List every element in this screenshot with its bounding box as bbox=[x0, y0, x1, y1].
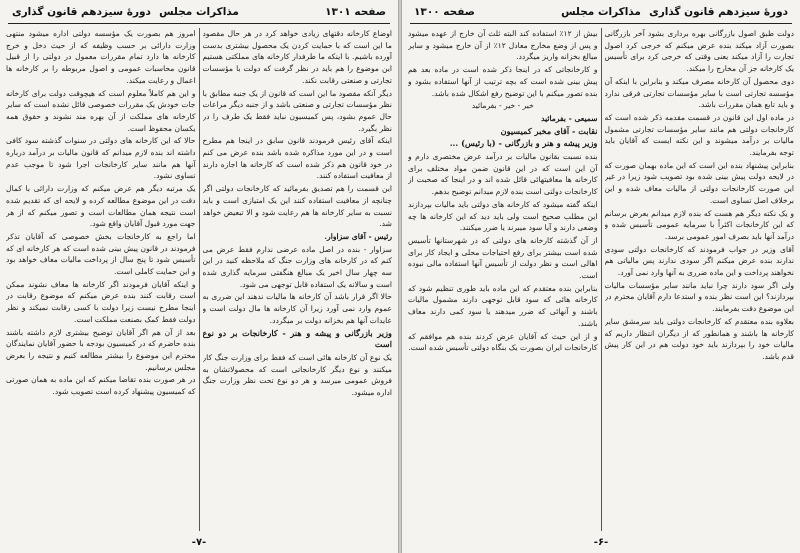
paragraph: یک مرتبه دیگر هم عرض میکنم که وزارت دارائی با کمال دقت در این موضوع مطالعه کرده و لایحه ای که تقدیم شده است نتیجه همان مطالعات است و تصور میکنم که از هر جهت مورد قبول آقایان واقع شود. bbox=[6, 184, 196, 229]
speaker-line: سمیعی - بفرمائید bbox=[541, 113, 598, 123]
paragraph: اینکه گفته میشود که کارخانه های دولتی باید مالیات بپردازند این مطلب صحیح است ولی باید دید که این کارخانه ها چه وضعی دارند و آیا سود میبرند یا ضرر میکنند. bbox=[408, 199, 598, 233]
paragraph: و این هم کاملاً معلوم است که هیچوقت دولت برای کارخانه جات خودش یک مقررات خصوصی قائل نشده است که سایر کارخانه های مملکت از آن بهره مند نشوند و حقوق همه یکسان محفوظ است. bbox=[6, 88, 196, 133]
column-divider bbox=[601, 28, 602, 531]
paragraph: از آن گذشته کارخانه های دولتی که در شهرستانها تأسیس شده است بیشتر برای رفع احتیاجات محلی و ایجاد کار برای اهالی است و نظر دولت از تأسیس آنها استفاده مالی نبوده است. bbox=[408, 235, 598, 281]
paragraph: بنابراین بنده معتقدم که این ماده باید طوری تنظیم شود که کارخانه هائی که سود قابل توجهی دارند مشمول مالیات باشند و آنهائی که ضرر میدهند یا سود کمی دارند معاف باشند. bbox=[408, 283, 598, 328]
text-column-left bbox=[6, 28, 196, 531]
column-divider bbox=[199, 28, 200, 531]
session-title: دورهٔ سیزدهم قانون گذاری bbox=[12, 6, 151, 18]
paragraph: بنده نسبت بقانون مالیات بر درآمد عرض مختصری دارم و آن این است که در این قانون ضمن مواد مختلف برای کارخانه ها معافیتهائی قائل شده اند و در اینجا که صحبت از کارخانجات دولتی است بنده لازم میدانم توضیح بدهم. bbox=[408, 152, 598, 197]
paragraph: اینکه آقای رئیس فرمودند قانون سابق در اینجا هم مطرح است و در این مورد مذاکره شده باشد بنده عرض می کنم در خود قانون هم ذکر شده است که کارخانه ها اجازه دارند از معافیت استفاده کنند. bbox=[202, 136, 392, 181]
paragraph: بعد از آن هم اگر آقایان توضیح بیشتری لازم داشته باشند بنده حاضرم که در کمیسیون بودجه با حضور آقایان نمایندگان محترم این موضوع را بیشتر مطالعه کنیم و نتیجه را بعرض مجلس برسانیم. bbox=[6, 327, 196, 372]
header-rule bbox=[8, 23, 390, 24]
paragraph: دوی محصول آن کارخانه مصرف میکند و بنابراین با اینکه آن مؤسسه تجارتی است با سایر مؤسسات تجارتی فرقی ندارد و باید تابع همان مقررات باشد. bbox=[604, 76, 794, 110]
paragraph: دولت طبق اصول بازرگانی بهره برداری بشود آخر بازرگانی بصورت آزاد میکند بنده عرض میکنم که خرجی کرد اصول تجارت را آزاد میکند یعنی وقتی که خرجی کرد برای تأسیس یک کارخانه جز آن مخارج را میکند. bbox=[604, 29, 794, 74]
paragraph: و از این حیث که آقایان عرض کردند بنده هم موافقم که کارخانجات ایران بصورت یک بنگاه دولتی تأسیس شده است. bbox=[408, 331, 598, 353]
text-column-right bbox=[605, 28, 795, 531]
left-page-header bbox=[8, 6, 390, 22]
right-page-columns bbox=[408, 28, 794, 531]
paragraph: در ماده اول این قانون در قسمت مقدمه ذکر شده است که کارخانجات دولتی هم مانند سایر مؤسسات تجارتی مشمول مالیات بر درآمد میشوند و این نکته ایست که آقایان باید توجه بفرمایند. bbox=[604, 112, 794, 158]
header-rule bbox=[410, 23, 792, 24]
paragraph: این قسمت را هم تصدیق بفرمائید که کارخانجات دولتی اگر چنانچه از معافیت استفاده کنند این یک امتیازی است و باید نسبت به سایر کارخانه ها هم رعایت شود و الا تبعیض خواهد شد. bbox=[202, 184, 392, 229]
paragraph: در هر صورت بنده تقاضا میکنم که این ماده به همان صورتی که کمیسیون پیشنهاد کرده است تصویب شود. bbox=[6, 375, 196, 397]
paragraph: دیگر آنکه مقصود ما این است که قانون از یک جنبه مطابق با نظر مؤسسات تجارتی و صنعتی باشد و از جنبه دیگر مراعات حال عموم بشود، پس کمیسیون نباید فقط یک طرف را در نظر بگیرد. bbox=[202, 88, 392, 133]
paragraph: و یک نکته دیگر هم هست که بنده لازم میدانم بعرض برسانم که این کارخانجات اکثراً با سرمایه عمومی تأسیس شده و درآمد آنها باید بصرف امور عمومی برسد. bbox=[604, 208, 794, 241]
page-number: -۶- bbox=[593, 537, 609, 548]
paragraph: اوضاع کارخانه دقتهای زیادی خواهد کرد در هر حال مقصود ما این است که با حمایت کردن یک محصول بیشتری بدست آورده باشیم. با اینکه ما طرفدار کارخانه های مملکتی هستیم این موضوع را هم باید در نظر گرفت که دولت با مؤسسات تجارتی و صنعتی رقابت نکند. bbox=[202, 29, 392, 85]
paragraph: بیش از ۱۲٪ استفاده کند البته ثلث آن خارج از عهده میشود و پس از وضع مخارج معادل ۱۲٪ از آن خارج میشود و سایر مبالغ بخزانه واریز میگردد. bbox=[408, 29, 598, 62]
page-label: صفحه ۱۳۰۰ bbox=[414, 6, 475, 18]
paragraph: سزاوار - بنده در اصل ماده عرضی ندارم فقط عرض می کنم که در کارخانه های وزارت جنگ که ملاحظه کنید در این سه چهار سال اخیر یک مبالغ هنگفتی سرمایه گذاری شده است و سالانه یک استفاده قابل توجهی می شود. bbox=[202, 244, 392, 289]
paragraph: حالا اگر قرار باشد آن کارخانه ها مالیات ندهند این ضرری به عموم وارد نمی آورد زیرا آن کارخانه ها مال دولت است و عایدات آنها هم بخزانه دولت بر میگردد. bbox=[202, 292, 392, 325]
speaker-line: رئیس - آقای سزاوار. bbox=[324, 231, 392, 241]
paragraph: حالا که این کارخانه های دولتی در سنوات گذشته سود کافی داشته اند بنده لازم میدانم که قانون مالیات بر درآمد درباره آنها هم مانند سایر کارخانجات اجرا شود تا موجب عدم تساوی نشود. bbox=[6, 136, 196, 181]
right-page-header bbox=[410, 6, 792, 22]
page-number: -۷- bbox=[191, 537, 207, 548]
paragraph: امروز هم بصورت یک مؤسسه دولتی اداره میشود منتهی وزارت دارائی بر حسب وظیفه که از حیث دخل و خرج کارخانه ها دارد تمام مقررات معمول در دولتی را از قبیل قانون محاسبات عمومی و اصول مربوطه را بر کارخانه ها اعمال و رعایت میکند. bbox=[6, 29, 196, 85]
section-title: مذاکرات مجلس bbox=[561, 6, 641, 18]
paragraph: بنابراین پیشنهاد بنده این است که این ماده بهمان صورت که در لایحه دولت پیش بینی شده بود تصویب شود زیرا در غیر این صورت کارخانجات دولتی از مالیات معاف شده و این برخلاف اصل تساوی است. bbox=[604, 160, 794, 205]
paragraph: ولی اگر سود دارند چرا نباید مانند سایر مؤسسات مالیات بپردازند؟ این است نظر بنده و استدعا دارم آقایان محترم در این موضوع دقت بفرمایند. bbox=[604, 280, 794, 314]
paragraph: یک نوع آن کارخانه هائی است که فقط برای وزارت جنگ کار میکنند و نوع دیگر کارخانجاتی است که محصولاتشان به فروش عمومی میرسد و هر دو نوع تحت نظر وزارت جنگ اداره میشود. bbox=[202, 352, 392, 398]
bold-heading: نقابت - آقای مخبر کمیسیون bbox=[500, 125, 598, 136]
paragraph: بعلاوه بنده معتقدم که کارخانجات دولتی باید سرمشق سایر کارخانه ها باشند و همانطور که از دیگران انتظار داریم که مالیات خود را بپردازند باید خود دولت هم در این کار پیش قدم باشد. bbox=[604, 316, 794, 361]
paragraph: و اینکه آقایان فرمودند اگر کارخانه ها معاف نشوند ممکن است رقابت کنند بنده عرض میکنم که موضوع رقابت در اینجا مطرح نیست زیرا دولت با کسی رقابت نمیکند و نظر دولت فقط کمک بصنعت مملکت است. bbox=[6, 279, 196, 324]
session-title: دورهٔ سیزدهم قانون گذاری bbox=[649, 6, 788, 18]
paragraph: اما راجع به کارخانجات بخش خصوصی که آقایان تذکر فرمودند در قانون پیش بینی شده است که هر کارخانه ای که تأسیس شود تا پنج سال از پرداخت مالیات معاف خواهد بود و این حمایت کاملی است. bbox=[6, 231, 196, 277]
text-column-right bbox=[203, 28, 393, 531]
paragraph: و کارخانجاتی که در اینجا ذکر شده است در ماده بعد هم پیش بینی شده است که بچه ترتیب از آنها استفاده بشود و بنده تصور میکنم با این توضیح رفع اشکال شده باشد. bbox=[408, 65, 598, 98]
paragraph: آقای وزیر در جواب فرمودند که کارخانجات دولتی سودی ندارند بنده عرض میکنم اگر سودی ندارند پس مالیاتی هم نخواهند پرداخت و این ماده ضرری به آنها وارد نمی آورد. bbox=[604, 244, 794, 278]
section-title: مذاکرات مجلس bbox=[159, 6, 239, 18]
paragraph: خیر - خیر - بفرمائید bbox=[471, 101, 534, 111]
left-page bbox=[0, 0, 398, 553]
page-label: صفحه ۱۳۰۱ bbox=[325, 6, 386, 18]
bold-heading: وزیر پیشه و هنر و بازرگانی - (با رئیس) ... bbox=[449, 138, 598, 149]
left-page-columns bbox=[6, 28, 392, 531]
text-column-left bbox=[408, 28, 598, 531]
bold-heading: وزیر بازرگانی و پیشه و هنر - کارخانجات بر دو نوع است bbox=[202, 327, 392, 350]
right-page bbox=[402, 0, 800, 553]
